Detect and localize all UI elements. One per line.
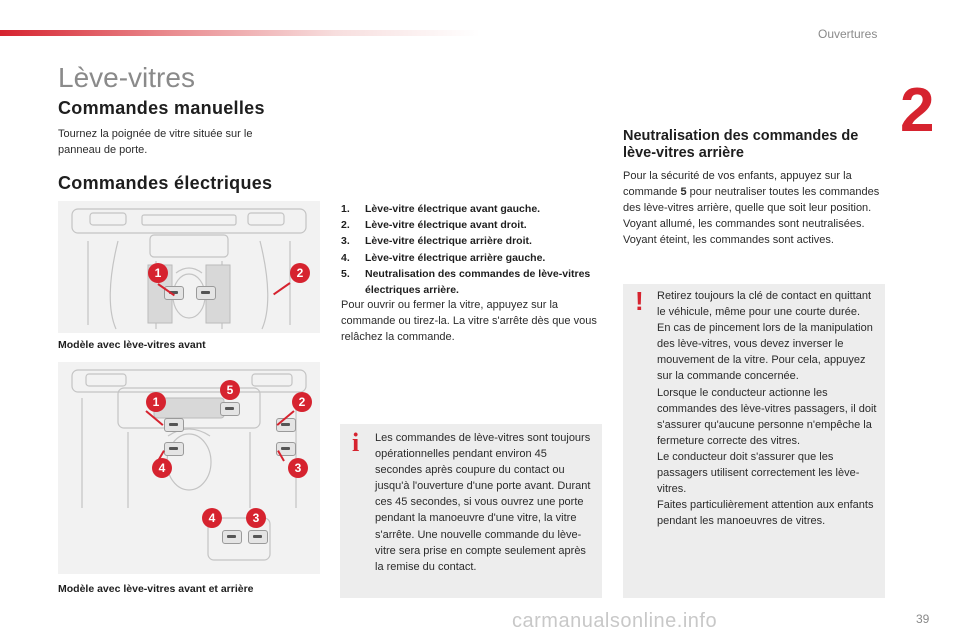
list-item: 4. Lève-vitre électrique arrière gauche. [341, 251, 546, 264]
info-text: Les commandes de lève-vitres sont toujours opérationnelles pendant environ 45 secondes après coupure du contact ou jusqu'à l'ouverture d'une porte avant. Durant ces 45 secondes, si vous ouvrez une porte pendant la manoeuvre d'une vitre, la vitre s'arrête. Une nouvelle commande du lève-vitre sera prise en compte seulement après la remise du contact. [375, 432, 591, 573]
section-name: Ouvertures [818, 27, 878, 41]
figure2-caption: Modèle avec lève-vitres avant et arrière [58, 583, 254, 595]
window-switch-front-right [196, 286, 216, 300]
window-switch-rear-left [164, 442, 184, 456]
inset-badge-4: 4 [202, 508, 222, 528]
header-accent-bar [0, 30, 480, 36]
warning-box [623, 284, 885, 598]
instructions-text: Pour ouvrir ou fermer la vitre, appuyez sur la commande ou tirez-la. La vitre s'arrête dès que vous relâchez la commande. [341, 299, 597, 343]
warning-icon: ! [635, 286, 644, 316]
figure1-caption: Modèle avec lève-vitres avant [58, 339, 206, 351]
window-switch-front-right [276, 418, 296, 432]
callout-badge-2: 2 [290, 263, 310, 283]
list-item: 2. Lève-vitre électrique avant droit. [341, 219, 527, 232]
neutralisation-heading: Neutralisation des commandes de lève-vitres arrière [623, 128, 859, 161]
list-item: 3. Lève-vitre électrique arrière droit. [341, 235, 532, 248]
figure-front-rear-drawing [58, 362, 320, 574]
list-item: 1. Lève-vitre électrique avant gauche. [341, 203, 541, 215]
info-box [340, 424, 602, 598]
figure-front-windows [58, 201, 320, 333]
callout-badge-1: 1 [146, 392, 166, 412]
window-switch-rear-right-inset [248, 530, 268, 544]
page-title: Lève-vitres [58, 62, 195, 93]
callout-badge-1: 1 [148, 263, 168, 283]
page-number: 39 [916, 612, 930, 626]
callout-badge-4: 4 [152, 458, 172, 478]
neutralisation-text: Pour la sécurité de vos enfants, appuyez sur la commande 5 pour neutraliser toutes les commandes des lève-vitres arrière, quelle que soit leur position. Voyant allumé, les commandes sont neutralisées. Voyant éteint, les commandes sont actives. [623, 170, 880, 246]
controls-list [341, 201, 603, 298]
inset-badge-3: 3 [246, 508, 266, 528]
callout-badge-5: 5 [220, 380, 240, 400]
watermark: carmanualsonline.info [512, 610, 718, 632]
child-lock-switch [220, 402, 240, 416]
manual-heading: Commandes manuelles [58, 98, 265, 118]
electric-heading: Commandes électriques [58, 173, 273, 193]
figure-front-drawing [58, 201, 320, 333]
chapter-number: 2 [900, 76, 935, 145]
callout-badge-3: 3 [288, 458, 308, 478]
window-switch-front-left [164, 418, 184, 432]
list-item: 5. Neutralisation des commandes de lève-vitres électriques arrière. [341, 267, 591, 297]
figure-front-rear-windows [58, 362, 320, 574]
info-icon: i [352, 428, 360, 457]
warning-text: Retirez toujours la clé de contact en quittant le véhicule, même pour une courte durée. En cas de pincement lors de la manipulation des lève-vitres, vous devez inverser le mouvement de la vitre. Pour cela, appuyez sur la commande concernée. Lorsque le conducteur actionne les commandes des lève-vitres passagers, il doit s'assurer qu'aucune personne n'empêche la fermeture correcte des vitres. Le conducteur doit s'assurer que les passagers utilisent correctement les lève-vitres. Faites particulièrement attention aux enfants pendant les manoeuvres de vitres. [657, 290, 877, 528]
window-switch-rear-left-inset [222, 530, 242, 544]
manual-text: Tournez la poignée de vitre située sur le panneau de porte. [58, 128, 253, 156]
callout-badge-2: 2 [292, 392, 312, 412]
